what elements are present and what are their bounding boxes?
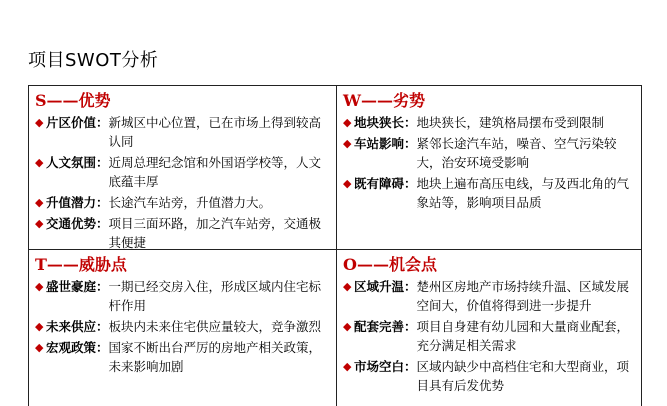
item-label: 片区价值：	[46, 115, 109, 130]
strength-item	[35, 193, 330, 212]
diamond-bullet-icon: ◆	[35, 156, 44, 169]
weakness-item	[343, 174, 635, 212]
item-label: 区域升温：	[354, 279, 417, 294]
item-text: 新城区中心位置，已在市场上得到较高认同	[108, 115, 322, 149]
item-text: 地块狭长，建筑格局摆布受到限制	[416, 115, 605, 130]
item-label: 升值潜力：	[46, 195, 109, 210]
diamond-bullet-icon: ◆	[343, 116, 352, 129]
weaknesses-title: W——劣势	[343, 91, 425, 110]
item-label: 宏观政策：	[46, 340, 109, 355]
item-label: 地块狭长：	[354, 115, 417, 130]
diamond-bullet-icon: ◆	[343, 177, 352, 190]
item-text: 项目自身建有幼儿园和大量商业配套，充分满足相关需求	[416, 319, 630, 353]
opportunity-item	[343, 357, 635, 395]
item-label: 配套完善：	[354, 319, 417, 334]
item-label: 未来供应：	[46, 319, 109, 334]
diamond-bullet-icon: ◆	[35, 116, 44, 129]
item-text: 近周总理纪念馆和外国语学校等，人文底蕴丰厚	[108, 155, 322, 189]
diamond-bullet-icon: ◆	[35, 196, 44, 209]
strength-item	[35, 214, 330, 252]
item-label: 市场空白：	[354, 359, 417, 374]
threat-item	[35, 338, 330, 376]
weakness-item	[343, 113, 635, 132]
strengths-title: S——优势	[35, 91, 111, 110]
diamond-bullet-icon: ◆	[343, 320, 352, 333]
threats-title: T——威胁点	[35, 255, 127, 274]
item-text: 紧邻长途汽车站，噪音、空气污染较大，治安环境受影响	[416, 136, 617, 170]
item-text: 板块内未来住宅供应量较大，竞争激烈	[108, 319, 322, 334]
strength-item	[35, 153, 330, 191]
threats-quadrant	[29, 250, 336, 406]
strengths-quadrant	[29, 86, 336, 249]
opportunities-title: O——机会点	[343, 255, 437, 274]
item-label: 车站影响：	[354, 136, 417, 151]
opportunity-item	[343, 317, 635, 355]
diamond-bullet-icon: ◆	[343, 280, 352, 293]
item-label: 既有障碍：	[354, 176, 417, 191]
item-text: 一期已经交房入住，形成区域内住宅标杆作用	[108, 279, 322, 313]
item-text: 国家不断出台严厉的房地产相关政策，未来影响加剧	[108, 340, 322, 374]
strength-item	[35, 113, 330, 151]
threat-item	[35, 317, 330, 336]
diamond-bullet-icon: ◆	[35, 217, 44, 230]
item-text: 区域内缺少中高档住宅和大型商业，项目具有后发优势	[416, 359, 630, 393]
opportunity-item	[343, 277, 635, 315]
swot-grid	[28, 85, 642, 406]
item-text: 项目三面环路，加之汽车站旁，交通极其便捷	[108, 216, 322, 250]
diamond-bullet-icon: ◆	[35, 280, 44, 293]
page-title: 项目SWOT分析	[28, 50, 159, 71]
weakness-item	[343, 134, 635, 172]
diamond-bullet-icon: ◆	[343, 360, 352, 373]
opportunities-quadrant	[337, 250, 641, 406]
diamond-bullet-icon: ◆	[35, 320, 44, 333]
item-text: 长途汽车站旁，升值潜力大。	[108, 195, 272, 210]
item-text: 地块上遍布高压电线，与及西北角的气象站等，影响项目品质	[416, 176, 630, 210]
item-label: 交通优势：	[46, 216, 109, 231]
item-label: 盛世豪庭：	[46, 279, 109, 294]
diamond-bullet-icon: ◆	[343, 137, 352, 150]
item-text: 楚州区房地产市场持续升温、区域发展空间大，价值将得到进一步提升	[416, 279, 630, 313]
item-label: 人文氛围：	[46, 155, 109, 170]
weaknesses-quadrant	[337, 86, 641, 249]
diamond-bullet-icon: ◆	[35, 341, 44, 354]
threat-item	[35, 277, 330, 315]
